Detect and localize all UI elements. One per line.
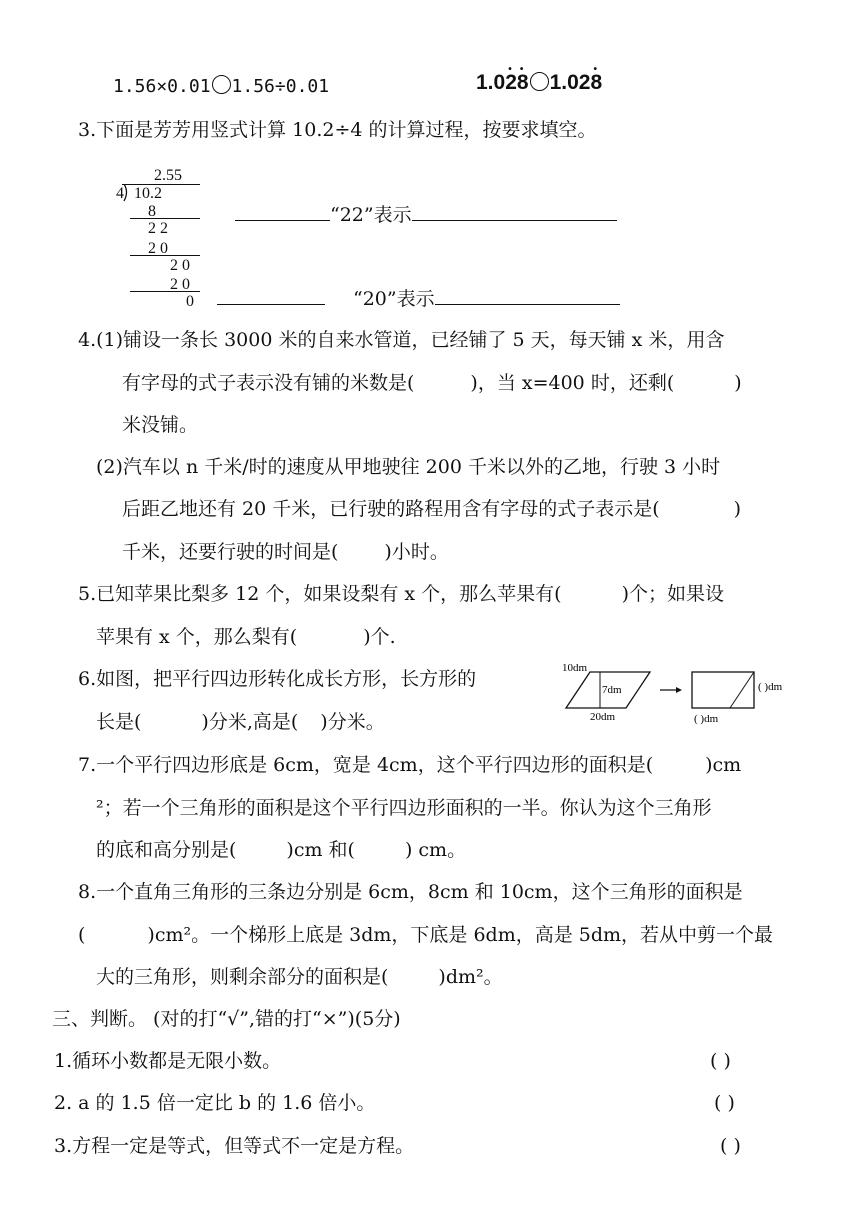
judge-item-1: 1.循环小数都是无限小数。	[54, 1050, 282, 1072]
blank-20-meaning[interactable]	[435, 284, 620, 305]
q6-line1: 6.如图，把平行四边形转化成长方形，长方形的	[78, 668, 477, 690]
expr-a: 1.56×0.01	[113, 76, 211, 97]
step-20: 2 0	[170, 257, 190, 274]
compare-circle[interactable]	[212, 75, 231, 94]
parallelogram-figure	[560, 660, 810, 732]
q4-2-line1: (2)汽车以 n 千米/时的速度从甲地驶往 200 千米以外的乙地，行驶 3 小时	[96, 456, 721, 478]
q4-line1: 4.(1)铺设一条长 3000 米的自来水管道，已经铺了 5 天，每天铺 x 米，用含	[78, 329, 725, 351]
compare-right: 1.0• 2• 8 1.02• 8	[476, 70, 602, 96]
divisor: 4	[116, 185, 124, 202]
blank-22-meaning[interactable]	[412, 200, 617, 221]
blank-22-digit[interactable]	[235, 200, 330, 221]
label-side: 10dm	[562, 662, 588, 674]
blank-20-digit[interactable]	[217, 284, 325, 305]
q5-line2: 苹果有 x 个，那么梨有( )个.	[96, 626, 396, 648]
q4-line2: 有字母的式子表示没有铺的米数是( )，当 x=400 时，还剩( )	[122, 372, 742, 394]
judge-answer-1[interactable]: ( )	[710, 1050, 731, 1072]
section-title: 三、判断。 (对的打“√”,错的打“×”)(5分)	[52, 1008, 401, 1030]
label-base: 20dm	[590, 711, 616, 723]
judge-answer-3[interactable]: ( )	[720, 1135, 741, 1157]
q4-2-line3: 千米，还要行驶的时间是( )小时。	[122, 541, 449, 563]
step-22: 2 2	[148, 220, 168, 237]
repeating-digit: • 2	[505, 71, 517, 94]
q8-line1: 8.一个直角三角形的三条边分别是 6cm，8cm 和 10cm，这个三角形的面积是	[78, 881, 743, 903]
quotient: 2.55	[154, 167, 182, 184]
compare-circle[interactable]	[530, 72, 549, 91]
q6-line2: 长是( )分米,高是( )分米。	[96, 711, 385, 733]
long-division: 2.55 4 10.2 8 2 2 2 0 2 0 2 0 0	[112, 166, 212, 312]
label-rect-base: ( )dm	[694, 713, 719, 725]
q8-line3: 大的三角形，则剩余部分的面积是( )dm²。	[96, 966, 503, 988]
expr-b: 1.56÷0.01	[231, 76, 330, 97]
compare-left	[113, 74, 329, 100]
q3-prompt: 3.下面是芳芳用竖式计算 10.2÷4 的计算过程，按要求填空。	[78, 119, 597, 141]
q7-line1: 7.一个平行四边形底是 6cm，宽是 4cm，这个平行四边形的面积是( )cm	[78, 754, 742, 776]
dividend: 10.2	[134, 185, 162, 202]
label-rect-side: ( )dm	[758, 681, 783, 693]
repeating-digit: • 8	[590, 71, 602, 94]
judge-item-3: 3.方程一定是等式，但等式不一定是方程。	[54, 1135, 415, 1157]
q5-line1: 5.已知苹果比梨多 12 个，如果设梨有 x 个，那么苹果有( )个；如果设	[78, 583, 725, 605]
label-height: 7dm	[602, 684, 622, 696]
repeating-digit: • 8	[517, 71, 529, 94]
q3-line1: “22”表示	[235, 200, 617, 228]
judge-item-2: 2. a 的 1.5 倍一定比 b 的 1.6 倍小。	[54, 1092, 376, 1114]
q8-line2: ( )cm²。一个梯形上底是 3dm，下底是 6dm，高是 5dm，若从中剪一个最	[78, 924, 774, 946]
judge-answer-2[interactable]: ( )	[714, 1092, 735, 1114]
q3-line2: “20”表示	[217, 284, 620, 312]
q7-line2: ²；若一个三角形的面积是这个平行四边形面积的一半。你认为这个三角形	[96, 797, 712, 819]
q7-line3: 的底和高分别是( )cm 和( ) cm。	[96, 839, 467, 861]
q4-line3: 米没铺。	[122, 414, 199, 436]
q4-2-line2: 后距乙地还有 20 千米，已行驶的路程用含有字母的式子表示是( )	[122, 498, 742, 520]
